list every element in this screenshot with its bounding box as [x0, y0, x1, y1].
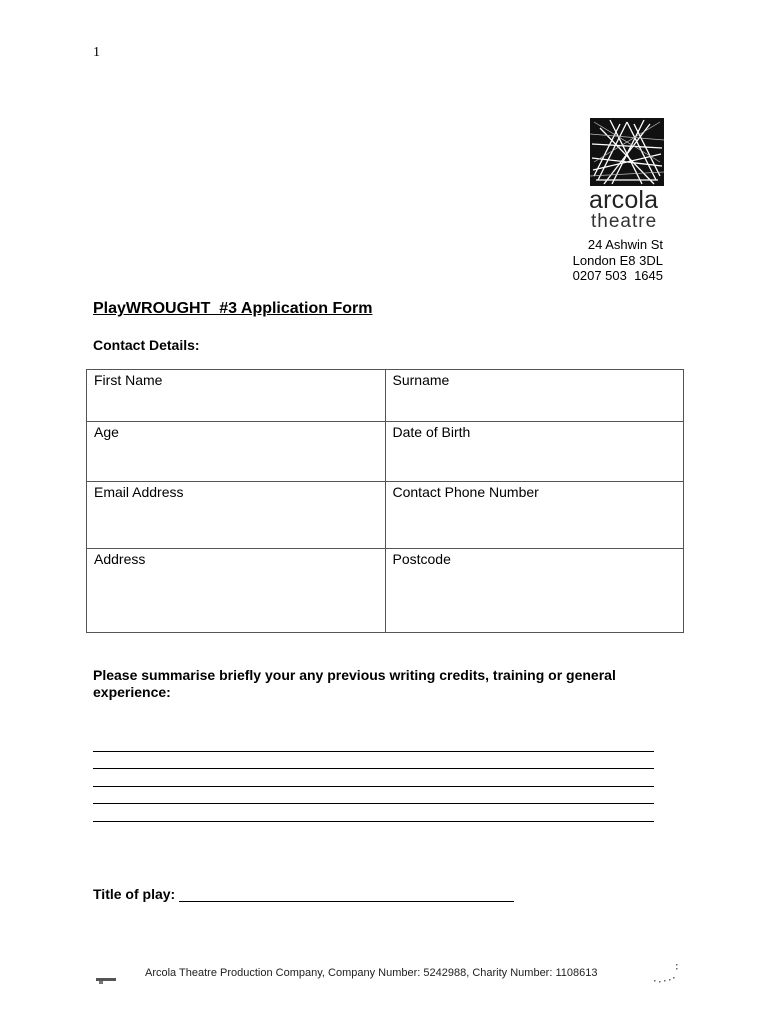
experience-question: Please summarise briefly your any previous writing credits, training or general experience:: [93, 667, 616, 700]
email-address-field[interactable]: Email Address: [87, 482, 386, 549]
answer-line[interactable]: [93, 769, 654, 787]
theatre-address: [573, 237, 663, 284]
table-row: [87, 549, 684, 633]
footer-company-info: Arcola Theatre Production Company, Company Number: 5242988, Charity Number: 1108613: [145, 967, 598, 979]
logo-wordmark-theatre: theatre: [591, 211, 658, 232]
answer-line[interactable]: [93, 752, 654, 770]
age-field[interactable]: Age: [87, 422, 386, 482]
first-name-field[interactable]: First Name: [87, 370, 386, 422]
answer-line[interactable]: [93, 787, 654, 805]
table-row: [87, 370, 684, 422]
contact-details-heading: Contact Details:: [93, 337, 200, 353]
contact-phone-field[interactable]: Contact Phone Number: [385, 482, 684, 549]
form-title: PlayWROUGHT #3 Application Form: [93, 300, 373, 317]
address-city: London E8 3DL: [572, 252, 663, 268]
table-row: [87, 482, 684, 549]
play-title-label: Title of play:: [93, 886, 176, 902]
experience-answer-area[interactable]: [93, 734, 654, 822]
address-street: 24 Ashwin St: [587, 237, 663, 252]
address-phone: 0207 503 1645: [572, 268, 663, 283]
arcola-logo-icon: [590, 118, 664, 186]
table-row: [87, 422, 684, 482]
contact-details-table: [86, 369, 684, 633]
page-number: 1: [93, 45, 100, 60]
logo-wordmark-arcola: arcola: [589, 186, 659, 214]
date-of-birth-field[interactable]: Date of Birth: [385, 422, 684, 482]
footer-logo-mark-icon: [95, 972, 117, 982]
answer-line[interactable]: [93, 734, 654, 752]
address-field[interactable]: Address: [87, 549, 386, 633]
play-title-input-line[interactable]: [179, 887, 514, 902]
postcode-field[interactable]: Postcode: [385, 549, 684, 633]
answer-line[interactable]: [93, 804, 654, 822]
footer-decoration-icon: [650, 964, 680, 986]
surname-field[interactable]: Surname: [385, 370, 684, 422]
play-title-row: [93, 886, 514, 902]
